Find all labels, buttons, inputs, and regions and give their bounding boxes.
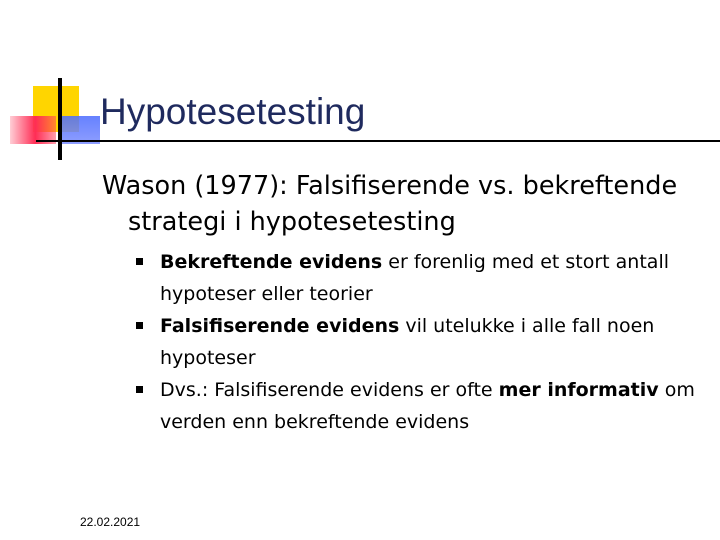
slide-heading: Wason (1977): Falsifiserende vs. bekreftende strategi i hypotesetesting [102,171,678,237]
bullet-item [128,246,708,310]
bullet-text: vil utelukke i alle fall noen hypoteser [160,315,655,369]
logo-vertical-line [58,78,62,160]
bullet-text: om verden enn bekreftende evidens [160,379,695,433]
bullet-list [128,246,708,438]
bullet-text-bold: Falsifiserende evidens [160,315,400,337]
square-bullet-icon [136,322,143,329]
square-bullet-icon [136,386,143,393]
bullet-text: Dvs.: Falsifiserende evidens er ofte [160,379,499,401]
slide-logo [0,0,110,170]
slide-title: Hypotesetesting [100,91,366,132]
bullet-text: er forenlig med et stort antall hypoteser eller teorier [160,251,669,305]
bullet-text-bold: mer informativ [498,379,659,401]
title-underline [36,140,720,142]
bullet-text-bold: Bekreftende evidens [160,251,383,273]
bullet-item [128,310,708,374]
bullet-item [128,374,708,438]
square-bullet-icon [136,258,143,265]
slide-date: 22.02.2021 [80,515,141,529]
